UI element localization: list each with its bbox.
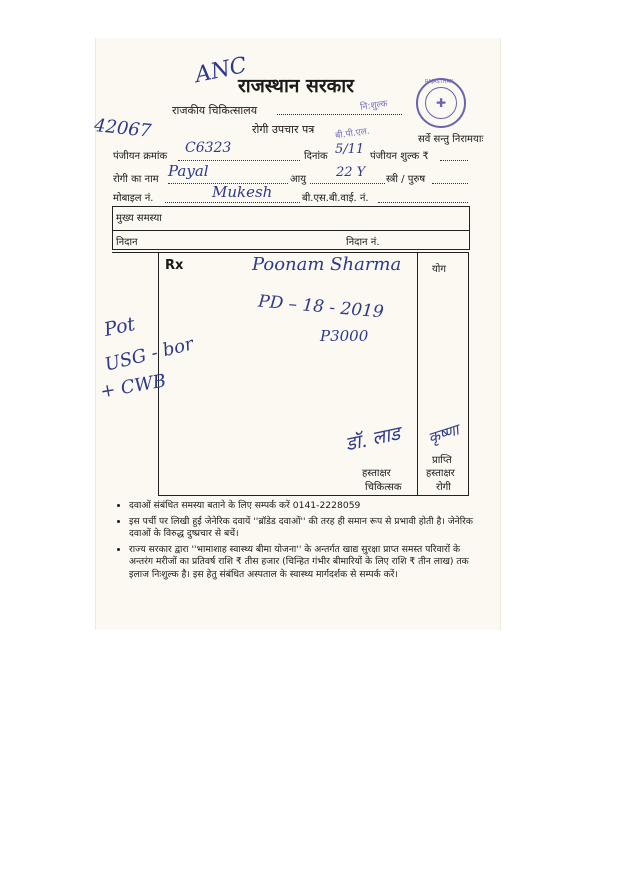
- margin-note-2: USG - bor: [102, 333, 196, 376]
- registration-value: C6323: [185, 140, 232, 156]
- rajasthan-seal: [416, 78, 466, 128]
- age-value: 22 Y: [336, 165, 366, 180]
- name-label: रोगी का नाम: [113, 174, 159, 185]
- bsby-label: बी.एस.बी.वाई. नं.: [302, 193, 369, 204]
- note-item: • दवाओं संबंधित समस्या बताने के लिए सम्पर्क करें 0141-2228059: [129, 500, 480, 513]
- doctor-signature: डॉ. लाड: [343, 422, 403, 456]
- doctor-role-label: चिकित्सक: [365, 482, 402, 493]
- notes-list: [115, 500, 480, 584]
- medical-cross-icon: ✚: [425, 87, 457, 119]
- rx-right-divider: [417, 252, 418, 495]
- date-label: दिनांक: [304, 151, 328, 162]
- mobile-label: मोबाइल नं.: [113, 193, 154, 204]
- stamp-free: नि:शुल्क: [359, 99, 389, 113]
- hospital-name-line: [277, 114, 402, 115]
- rx-top-line: [112, 252, 469, 253]
- rx-outer-border: [468, 252, 469, 495]
- seal-text: RAJASTHAN: [425, 79, 454, 85]
- total-label: योग: [432, 264, 447, 275]
- margin-note-1: Pot: [102, 313, 138, 341]
- registration-line: [178, 160, 300, 161]
- hospital-label: राजकीय चिकित्सालय: [172, 104, 258, 117]
- name-value: Payal: [168, 162, 209, 180]
- problem-divider: [112, 230, 469, 231]
- prescription-line-3: P3000: [320, 327, 369, 345]
- margin-note-3: + CWB: [98, 370, 168, 403]
- bsby-line: [378, 202, 468, 203]
- prescription-line-1: Poonam Sharma: [252, 254, 402, 275]
- diagnosis-no-label: निदान नं.: [346, 237, 380, 248]
- age-label: आयु: [290, 174, 307, 185]
- stamp-bpl: बी.पी.एल.: [334, 126, 371, 142]
- patient-role-label: रोगी: [436, 482, 451, 493]
- gender-line: [432, 183, 468, 184]
- fee-line: [440, 160, 468, 161]
- motto: सर्वे सन्तु निरामयाः: [418, 134, 484, 145]
- form-title: रोगी उपचार पत्र: [252, 123, 315, 136]
- patient-receipt-label: प्राप्ति: [432, 455, 452, 466]
- rx-label: Rx: [165, 258, 184, 273]
- mobile-line: [165, 202, 300, 203]
- main-problem-label: मुख्य समस्या: [116, 213, 162, 224]
- doctor-sign-label: हस्ताक्षर: [362, 468, 391, 479]
- note-item: • राज्य सरकार द्वारा ''भामाशाह स्वास्थ्य बीमा योजना'' के अन्तर्गत खाद्य सुरक्षा प्राप्त समस्त परिवारों के अन्तरंग मरीजों का प्रतिवर्ष राशि ₹ तीस हजार (चिन्हित गंभीर बीमारियों के लिए राशि ₹ तीन लाख) तक इलाज निःशुल्क है। इस हेतु संबंधित अस्पताल के स्वास्थ्य मार्गदर्शक से सम्पर्क करें।: [129, 544, 480, 582]
- date-value: 5/11: [335, 142, 365, 157]
- rx-bottom-line: [158, 495, 469, 496]
- age-line: [310, 183, 385, 184]
- fee-label: पंजीयन शुल्क ₹: [370, 151, 429, 162]
- registration-label: पंजीयन क्रमांक: [113, 151, 168, 162]
- margin-note: 42067: [93, 115, 153, 142]
- diagnosis-label: निदान: [116, 237, 138, 248]
- patient-sign-label: हस्ताक्षर: [426, 468, 455, 479]
- mobile-value: Mukesh: [212, 183, 273, 201]
- gender-label: स्त्री / पुरुष: [386, 174, 426, 185]
- problem-diagnosis-box: [112, 206, 470, 250]
- header-scribble: ANC: [192, 52, 250, 89]
- patient-signature: कृष्णा: [425, 420, 462, 448]
- page-title: राजस्थान सरकार: [238, 75, 354, 97]
- prescription-line-2: PD – 18 - 2019: [257, 291, 385, 323]
- note-item: • इस पर्ची पर लिखी हुई जेनेरिक दवायें ''ब्रॉडेड दवाओं'' की तरह ही समान रूप से प्रभावी होती है। जेनेरिक दवाओं के विरुद्ध दुष्प्रचार से बचें।: [129, 516, 480, 541]
